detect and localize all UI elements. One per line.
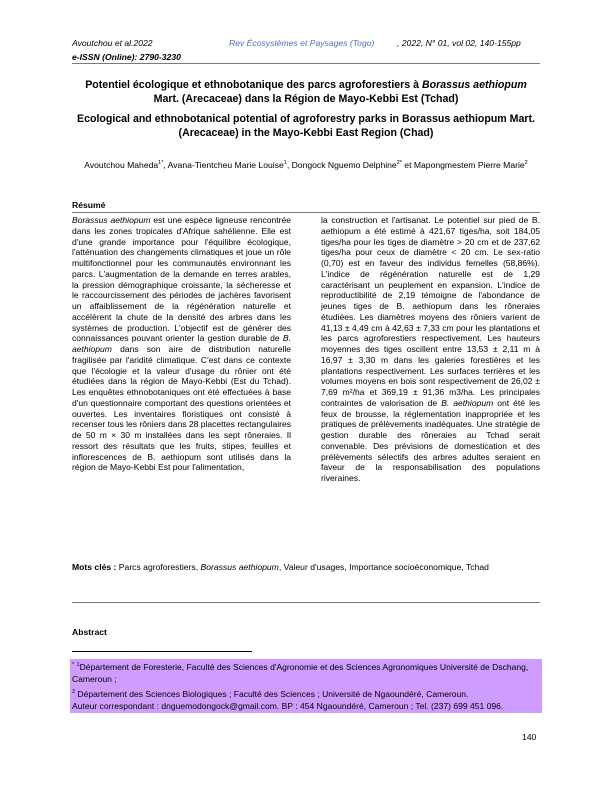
footnote-1-text: Département de Foresterie, Faculté des Sciences d'Agronomie et des Sciences Agronomiques Université de Dschang, Cameroun ; xyxy=(72,661,529,685)
footnote-1-mark: * xyxy=(72,662,75,668)
author-3-affil: 2* xyxy=(396,160,402,166)
keywords-species: Borassus aethiopum xyxy=(200,562,279,572)
keywords xyxy=(72,561,540,574)
footnote-3-text: Auteur correspondant : dnguemodongock@gmail.com. BP : 454 Ngaoundéré, Cameroun ; Tel. (237) 699 451 096. xyxy=(72,701,504,712)
title-french-species: Borassus aethiopum xyxy=(421,79,527,91)
title-french-part1: Potentiel écologique et ethnobotanique des parcs agroforestiers à xyxy=(85,79,422,91)
resume-column-right xyxy=(321,215,540,484)
footnote-divider xyxy=(72,651,252,652)
author-1-affil: 1* xyxy=(158,160,164,166)
author-2: , Avana-Tientcheu Marie Louise xyxy=(163,159,284,170)
resume-right-species: B. aethiopum xyxy=(441,397,494,408)
author-1: Avoutchou Maheda xyxy=(84,159,159,170)
header-divider xyxy=(72,63,540,64)
resume-right-paragraph xyxy=(321,215,540,484)
author-4-affil: 2 xyxy=(524,160,528,166)
footnotes-block xyxy=(70,659,542,713)
author-3: , Dongock Nguemo Delphine xyxy=(286,159,397,170)
page-number: 140 xyxy=(522,732,537,742)
author-list xyxy=(72,156,540,172)
author-2-affil: 1 xyxy=(283,160,287,166)
resume-right-text-1: la construction et l'artisanat. Le potentiel sur pied de B. aethiopum a été estimé à 421,67 tiges/ha, soit 184,05 tiges/ha pour les tiges de diamètre > 20 cm et de 237,62 tiges/ha pour ceux de diamètre < 20 cm. Le sex-ratio (0,70) est en faveur des individus femelles (58,86%). L'indice de régénération naturelle est de 1,29 caractérisant un peuplement en expansion. L'indice de reproductibilité de 2,19 témoigne de l'abondance de jeunes tiges de B. aethiopum dans les rôneraies étudiées. Les diamètres moyens des rôniers varient de 41,13 ± 4,49 cm à 42,63 ± 7,33 cm pour les plantations et les parcs agroforestiers respectivement. Les hauteurs moyennes des tiges oscillent entre 13,53 ± 2,11 m à 16,97 ± 3,30 m dans les galeries forestières et les plantations respectivement. Les surfaces terrières et les volumes moyens en bois sont respectivement de 26,02 ± 7,69 m²/ha et 369,19 ± 91,36 m3/ha. Les principales contraintes de valorisation de xyxy=(321,215,540,408)
footnote-2-mark: 2 xyxy=(72,689,76,696)
resume-divider xyxy=(72,212,540,213)
keywords-text-1: Parcs agroforestiers, xyxy=(116,562,201,572)
keywords-divider xyxy=(72,602,540,603)
footnote-2 xyxy=(72,686,540,700)
resume-left-text-1: est une espèce ligneuse rencontrée dans les zones tropicales d'Afrique sahélienne. Elle est d'une grande importance pour l'équilibre écologique, l'atténuation des changements climatiques et joue un rôle multifonctionnel pour les communautés environnant les parcs. L'augmentation de la demande en terres arables, la pression démographique croissante, la sécheresse et le raccourcissement des périodes de jachères favorisent un affaiblissement de la régénération naturelle et accélèrent la chute de la densité des arbres dans les systèmes de production. L'objectif est de générer des connaissances pouvant orienter la gestion durable de xyxy=(72,215,291,344)
running-header-issn: e-ISSN (Online): 2790-3230 xyxy=(72,52,181,62)
title-english: Ecological and ethnobotanical potential of agroforestry parks in Borassus aethiopum Mart. (Arecaceae) in the Mayo-Kebbi East Region (Chad) xyxy=(77,113,535,139)
running-header-author: Avoutchou et al.2022 xyxy=(72,38,153,48)
footnote-1-mark-2: 1 xyxy=(76,662,80,668)
footnote-3 xyxy=(72,700,540,713)
resume-left-text-2: dans son aire de distribution naturelle fragilisée par l'aridité climatique. C'est dans ce contexte que l'écologie et la valeur d'usage du rônier ont été étudiées dans la région de Mayo-Kebbi (Est du Tchad). Les enquêtes ethnobotaniques ont été effectuées à base d'un questionnaire comportant des questions orientées et ouvertes. Les inventaires floristiques ont consisté à recenser tous les rôniers dans 28 placettes rectangulaires de 50 m × 30 m installées dans les sept rôneraies. Il ressort des résultats que les fruits, stipes, feuilles et inflorescences de B. aethiopum sont utilisés dans la région de Mayo-Kebbi Est pour l'alimentation, xyxy=(72,344,292,473)
running-header-issue: , 2022, N° 01, vol 02, 140-155pp xyxy=(397,38,521,48)
abstract-heading: Abstract xyxy=(72,627,107,637)
footnote-1 xyxy=(72,659,540,686)
resume-left-paragraph xyxy=(72,215,291,473)
resume-column-left xyxy=(72,215,291,473)
keywords-text-2: , Valeur d'usages, Importance socioéconomique, Tchad xyxy=(278,562,489,572)
title-french xyxy=(72,79,540,106)
title-french-part2: Mart. (Arecaceae) dans la Région de Mayo-Kebbi Est (Tchad) xyxy=(153,92,459,105)
footnote-2-text: Département des Sciences Biologiques ; Faculté des Sciences ; Université de Ngaoundéré, Cameroun. xyxy=(75,688,469,699)
resume-heading: Résumé xyxy=(72,200,106,210)
resume-left-species: Borassus aethiopum xyxy=(72,215,151,225)
author-4: et Mapongmestem Pierre Marie xyxy=(401,159,525,170)
keywords-label: Mots clés : xyxy=(72,562,117,572)
resume-left-species-2: B. aethiopum xyxy=(72,333,291,354)
running-header-journal: Rev Écosystèmes et Paysages (Togo) xyxy=(229,38,375,48)
resume-right-text-2: ont été les feux de brousse, la réglementation inappropriée et les pratiques de prélèvements inadéquates. Une stratégie de gestion durable des rôneraies au Tchad serait convenable. Des prévisions de domestication et des prélèvements sélectifs des arbres adultes seraient en faveur de la responsabilisation des populations riveraines. xyxy=(321,397,540,483)
